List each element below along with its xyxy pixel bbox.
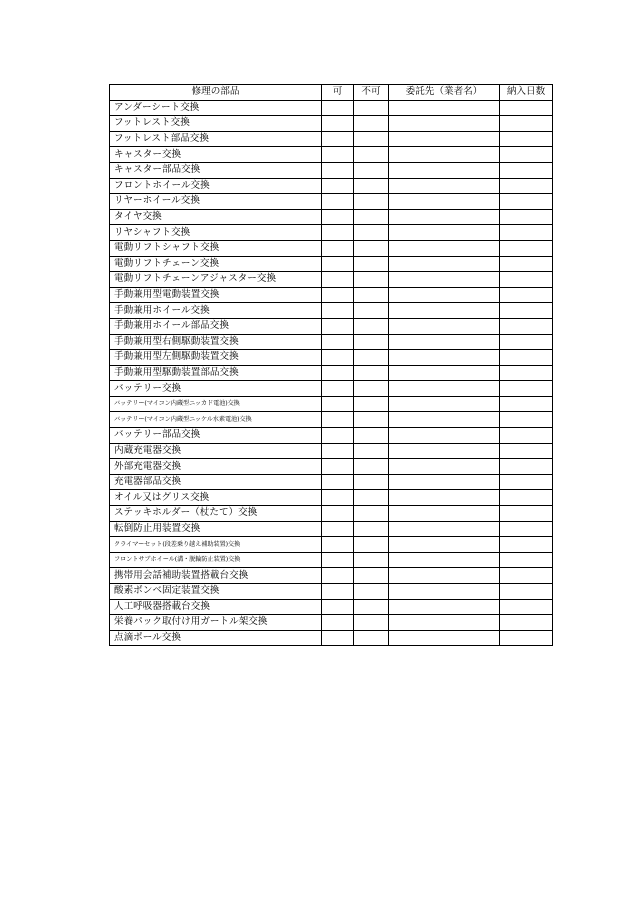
vendor-cell[interactable] [389,162,500,178]
days-cell[interactable] [500,365,553,381]
ok-cell[interactable] [322,116,354,132]
days-cell[interactable] [500,178,553,194]
ok-cell[interactable] [322,162,354,178]
vendor-cell[interactable] [389,209,500,225]
ng-cell[interactable] [354,521,389,537]
days-cell[interactable] [500,318,553,334]
part-name-cell: 転倒防止用装置交換 [110,521,322,537]
vendor-cell[interactable] [389,459,500,475]
vendor-cell[interactable] [389,490,500,506]
part-name-cell: バッテリー部品交換 [110,428,322,444]
ok-cell[interactable] [322,630,354,646]
days-cell[interactable] [500,116,553,132]
days-cell[interactable] [500,615,553,631]
ok-cell[interactable] [322,272,354,288]
days-cell[interactable] [500,584,553,600]
ok-cell[interactable] [322,599,354,615]
ok-cell[interactable] [322,225,354,241]
header-days: 納入日数 [500,85,553,101]
part-name-cell: アンダーシート交換 [110,100,322,116]
vendor-cell[interactable] [389,194,500,210]
ok-cell[interactable] [322,209,354,225]
vendor-cell[interactable] [389,443,500,459]
days-cell[interactable] [500,303,553,319]
part-name-cell: クライマーセット(段差乗り越え補助装置)交換 [110,537,322,553]
part-name-cell: 栄養パック取付け用ガートル架交換 [110,615,322,631]
days-cell[interactable] [500,100,553,116]
ng-cell[interactable] [354,443,389,459]
days-cell[interactable] [500,443,553,459]
ok-cell[interactable] [322,381,354,397]
part-name-cell: タイヤ交換 [110,209,322,225]
ng-cell[interactable] [354,506,389,522]
part-name-cell: 携帯用会話補助装置搭載台交換 [110,568,322,584]
ok-cell[interactable] [322,521,354,537]
days-cell[interactable] [500,521,553,537]
days-cell[interactable] [500,350,553,366]
table-row [110,459,553,475]
days-cell[interactable] [500,474,553,490]
part-name-cell: 内蔵充電器交換 [110,443,322,459]
part-name-cell: 酸素ボンベ固定装置交換 [110,584,322,600]
vendor-cell[interactable] [389,537,500,553]
ok-cell[interactable] [322,303,354,319]
ok-cell[interactable] [322,443,354,459]
ok-cell[interactable] [322,240,354,256]
ok-cell[interactable] [322,428,354,444]
table-row [110,334,553,350]
part-name-cell: 電動リフトチェーン交換 [110,256,322,272]
ok-cell[interactable] [322,490,354,506]
ng-cell[interactable] [354,474,389,490]
table-row [110,147,553,163]
ok-cell[interactable] [322,318,354,334]
days-cell[interactable] [500,272,553,288]
vendor-cell[interactable] [389,552,500,568]
days-cell[interactable] [500,552,553,568]
header-ok: 可 [322,85,354,101]
days-cell[interactable] [500,599,553,615]
part-name-cell: リヤーホイール交換 [110,194,322,210]
vendor-cell[interactable] [389,272,500,288]
days-cell[interactable] [500,428,553,444]
ng-cell[interactable] [354,334,389,350]
table-row [110,381,553,397]
vendor-cell[interactable] [389,428,500,444]
days-cell[interactable] [500,162,553,178]
table-header-row [110,85,553,101]
days-cell[interactable] [500,630,553,646]
ng-cell[interactable] [354,147,389,163]
ng-cell[interactable] [354,256,389,272]
ok-cell[interactable] [322,584,354,600]
ng-cell[interactable] [354,116,389,132]
table-row [110,131,553,147]
table-row [110,225,553,241]
part-name-cell: フロントサブホイール(溝・脱輪防止装置)交換 [110,552,322,568]
vendor-cell[interactable] [389,506,500,522]
vendor-cell[interactable] [389,630,500,646]
vendor-cell[interactable] [389,568,500,584]
part-name-cell: 外部充電器交換 [110,459,322,475]
ok-cell[interactable] [322,396,354,412]
days-cell[interactable] [500,568,553,584]
header-ng: 不可 [354,85,389,101]
vendor-cell[interactable] [389,365,500,381]
header-part: 修理の部品 [110,85,322,101]
table-row [110,506,553,522]
vendor-cell[interactable] [389,615,500,631]
ng-cell[interactable] [354,100,389,116]
vendor-cell[interactable] [389,350,500,366]
ok-cell[interactable] [322,615,354,631]
ng-cell[interactable] [354,131,389,147]
table-row [110,272,553,288]
vendor-cell[interactable] [389,521,500,537]
table-row [110,116,553,132]
days-cell[interactable] [500,506,553,522]
days-cell[interactable] [500,147,553,163]
vendor-cell[interactable] [389,100,500,116]
header-vendor: 委託先（業者名） [389,85,500,101]
ng-cell[interactable] [354,599,389,615]
part-name-cell: バッテリー(マイコン内蔵型ニッカド電池)交換 [110,396,322,412]
days-cell[interactable] [500,412,553,428]
vendor-cell[interactable] [389,178,500,194]
ng-cell[interactable] [354,381,389,397]
days-cell[interactable] [500,396,553,412]
ng-cell[interactable] [354,225,389,241]
ng-cell[interactable] [354,194,389,210]
part-name-cell: 手動兼用型左側駆動装置交換 [110,350,322,366]
vendor-cell[interactable] [389,225,500,241]
ng-cell[interactable] [354,240,389,256]
part-name-cell: 手動兼用ホイール交換 [110,303,322,319]
ok-cell[interactable] [322,506,354,522]
days-cell[interactable] [500,287,553,303]
table-row [110,474,553,490]
table-row [110,428,553,444]
days-cell[interactable] [500,194,553,210]
table-row [110,100,553,116]
ng-cell[interactable] [354,412,389,428]
part-name-cell: 電動リフトチェーンアジャスター交換 [110,272,322,288]
table-body [110,100,553,646]
days-cell[interactable] [500,225,553,241]
table-row [110,443,553,459]
part-name-cell: リヤシャフト交換 [110,225,322,241]
ok-cell[interactable] [322,459,354,475]
ok-cell[interactable] [322,412,354,428]
table-row [110,552,553,568]
vendor-cell[interactable] [389,147,500,163]
table-row [110,615,553,631]
vendor-cell[interactable] [389,412,500,428]
table-row [110,287,553,303]
ok-cell[interactable] [322,334,354,350]
ok-cell[interactable] [322,474,354,490]
vendor-cell[interactable] [389,381,500,397]
part-name-cell: 手動兼用型駆動装置部品交換 [110,365,322,381]
table-row [110,178,553,194]
ng-cell[interactable] [354,552,389,568]
ok-cell[interactable] [322,256,354,272]
table-row [110,630,553,646]
ng-cell[interactable] [354,365,389,381]
ng-cell[interactable] [354,178,389,194]
ng-cell[interactable] [354,428,389,444]
days-cell[interactable] [500,537,553,553]
table-row [110,365,553,381]
vendor-cell[interactable] [389,334,500,350]
vendor-cell[interactable] [389,396,500,412]
table-row [110,303,553,319]
days-cell[interactable] [500,209,553,225]
part-name-cell: オイル又はグリス交換 [110,490,322,506]
table-row [110,209,553,225]
days-cell[interactable] [500,459,553,475]
part-name-cell: ステッキホルダー（杖たて）交換 [110,506,322,522]
ng-cell[interactable] [354,396,389,412]
table-row [110,396,553,412]
part-name-cell: 人工呼吸器搭載台交換 [110,599,322,615]
vendor-cell[interactable] [389,303,500,319]
vendor-cell[interactable] [389,318,500,334]
part-name-cell: 手動兼用型電動装置交換 [110,287,322,303]
ok-cell[interactable] [322,552,354,568]
vendor-cell[interactable] [389,474,500,490]
table-row [110,521,553,537]
ng-cell[interactable] [354,459,389,475]
part-name-cell: 手動兼用ホイール部品交換 [110,318,322,334]
vendor-cell[interactable] [389,131,500,147]
ok-cell[interactable] [322,178,354,194]
ok-cell[interactable] [322,131,354,147]
ng-cell[interactable] [354,350,389,366]
days-cell[interactable] [500,256,553,272]
part-name-cell: バッテリー(マイコン内蔵型ニッケル水素電池)交換 [110,412,322,428]
part-name-cell: フットレスト交換 [110,116,322,132]
table-row [110,194,553,210]
table-row [110,537,553,553]
vendor-cell[interactable] [389,599,500,615]
part-name-cell: 電動リフトシャフト交換 [110,240,322,256]
vendor-cell[interactable] [389,287,500,303]
ng-cell[interactable] [354,615,389,631]
vendor-cell[interactable] [389,116,500,132]
table-row [110,584,553,600]
days-cell[interactable] [500,381,553,397]
part-name-cell: 手動兼用型右側駆動装置交換 [110,334,322,350]
part-name-cell: 充電器部品交換 [110,474,322,490]
ng-cell[interactable] [354,162,389,178]
ok-cell[interactable] [322,350,354,366]
ng-cell[interactable] [354,272,389,288]
days-cell[interactable] [500,490,553,506]
ok-cell[interactable] [322,365,354,381]
part-name-cell: キャスター部品交換 [110,162,322,178]
vendor-cell[interactable] [389,256,500,272]
repair-parts-table [109,84,553,646]
ok-cell[interactable] [322,568,354,584]
ok-cell[interactable] [322,194,354,210]
part-name-cell: バッテリー交換 [110,381,322,397]
days-cell[interactable] [500,240,553,256]
table-row [110,240,553,256]
ok-cell[interactable] [322,147,354,163]
table-row [110,412,553,428]
table-row [110,350,553,366]
ng-cell[interactable] [354,630,389,646]
table-row [110,318,553,334]
vendor-cell[interactable] [389,584,500,600]
ng-cell[interactable] [354,584,389,600]
table-row [110,256,553,272]
ng-cell[interactable] [354,318,389,334]
part-name-cell: フットレスト部品交換 [110,131,322,147]
days-cell[interactable] [500,334,553,350]
ng-cell[interactable] [354,303,389,319]
vendor-cell[interactable] [389,240,500,256]
ok-cell[interactable] [322,537,354,553]
ok-cell[interactable] [322,287,354,303]
ng-cell[interactable] [354,537,389,553]
table-row [110,599,553,615]
table-row [110,162,553,178]
ng-cell[interactable] [354,209,389,225]
part-name-cell: 点滴ポール交換 [110,630,322,646]
ng-cell[interactable] [354,568,389,584]
ng-cell[interactable] [354,287,389,303]
table-row [110,568,553,584]
ng-cell[interactable] [354,490,389,506]
days-cell[interactable] [500,131,553,147]
part-name-cell: フロントホイール交換 [110,178,322,194]
part-name-cell: キャスター交換 [110,147,322,163]
table-row [110,490,553,506]
ok-cell[interactable] [322,100,354,116]
